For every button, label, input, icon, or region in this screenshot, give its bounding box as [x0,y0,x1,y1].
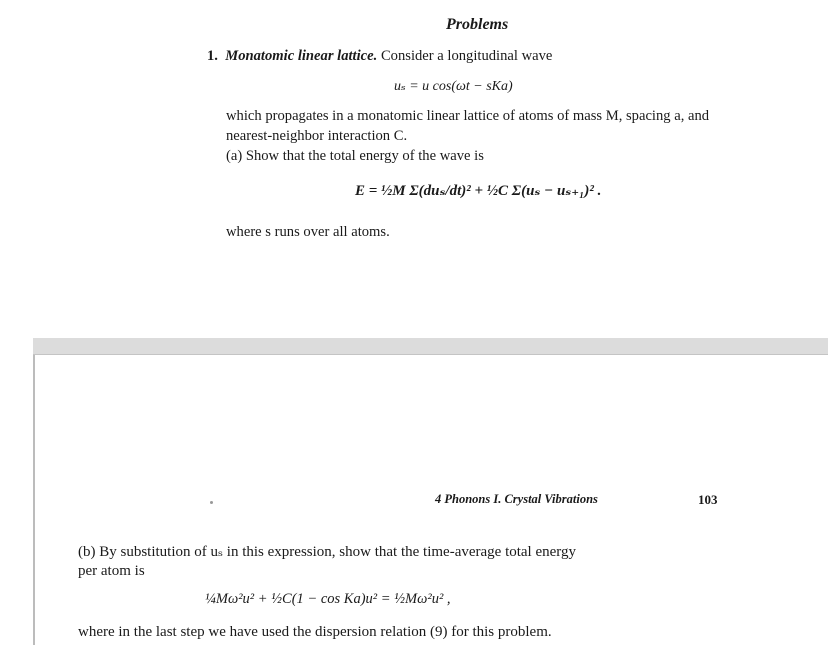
problem-heading-line [207,46,552,66]
problem-number: 1. [207,48,218,64]
part-b-line-2: per atom is [78,563,145,579]
part-b-line-1: (b) By substitution of uₛ in this expression, show that the time-average total energy [78,544,577,560]
section-heading: Problems [446,16,509,33]
total-energy-equation: E = ½M Σ(duₛ/dt)² + ½C Σ(uₛ − uₛ₊₁)² . [355,183,602,199]
average-energy-equation: ¼Mω²u² + ½C(1 − cos Ka)u² = ½Mω²u² , [205,591,451,607]
page-number: 103 [698,492,718,507]
problem-title: Monatomic linear lattice. [225,48,378,64]
dispersion-note: where in the last step we have used the dispersion relation (9) for this problem. [78,624,552,640]
page-speck [210,501,213,504]
wave-equation: uₛ = u cos(ωt − sKa) [394,79,513,94]
description-line-1: which propagates in a monatomic linear lattice of atoms of mass M, spacing a, and [226,108,710,124]
page-gap-band [33,338,828,355]
description-line-2: nearest-neighbor interaction C. [226,128,408,144]
part-a-text: (a) Show that the total energy of the wave is [226,148,484,164]
where-s-runs-text: where s runs over all atoms. [226,224,390,240]
running-head: 4 Phonons I. Crystal Vibrations [435,492,598,506]
right-margin-strip [797,355,828,659]
problem-intro: Consider a longitudinal wave [380,48,553,64]
